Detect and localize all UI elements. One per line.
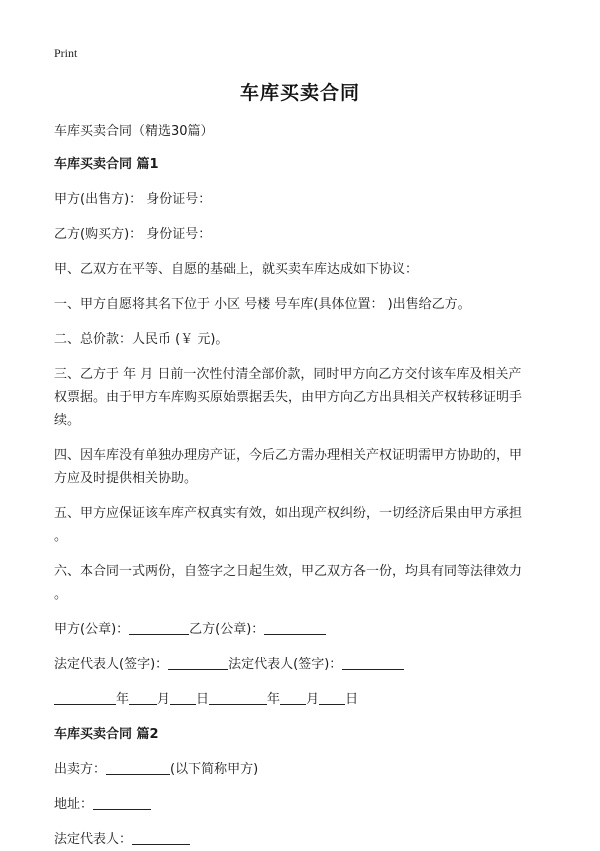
date-b-day-blank[interactable] <box>319 689 345 705</box>
clause-6-line-1: 六、本合同一式两份，自签字之日起生效，甲乙双方各一份，均具有同等法律效力 <box>54 564 523 579</box>
party-b-seal-blank[interactable] <box>264 619 326 635</box>
date-a-year-blank[interactable] <box>54 689 116 705</box>
address-label: 地址： <box>54 797 94 812</box>
clause-3-line-3: 续。 <box>54 413 81 428</box>
party-a-seal-label: 甲方(公章)： <box>54 622 130 637</box>
date-line <box>54 688 554 711</box>
section-2-rep-line <box>54 828 554 851</box>
rep-a-blank[interactable] <box>168 654 228 670</box>
section-2-rep-blank[interactable] <box>132 829 190 845</box>
clause-1: 一、甲方自愿将其名下位于 小区 号楼 号车库(具体位置： )出售给乙方。 <box>54 297 471 312</box>
date-b-year: 年 <box>267 692 281 707</box>
party-b-seal-label: 乙方(公章)： <box>189 622 265 637</box>
clause-3-line-1: 三、乙方于 年 月 日前一次性付清全部价款，同时甲方向乙方交付该车库及相关产 <box>54 367 522 382</box>
date-b-month: 月 <box>306 692 320 707</box>
agreement-intro: 甲、乙双方在平等、自愿的基础上，就买卖车库达成如下协议： <box>54 262 419 277</box>
clause-5-line-1: 五、甲方应保证该车库产权真实有效，如出现产权纠纷，一切经济后果由甲方承担 <box>54 506 523 521</box>
date-b-day: 日 <box>345 692 359 707</box>
date-b-year-blank[interactable] <box>209 689 267 705</box>
representative-line <box>54 653 554 676</box>
document-subtitle: 车库买卖合同（精选30篇） <box>54 124 214 139</box>
address-line <box>54 793 554 816</box>
seller-line: 甲方(出售方)： 身份证号： <box>54 192 212 207</box>
date-a-day: 日 <box>196 692 210 707</box>
clause-3-line-2: 权票据。由于甲方车库购买原始票据丢失，由甲方向乙方出具相关产权转移证明手 <box>54 390 523 405</box>
date-a-month-blank[interactable] <box>129 689 157 705</box>
date-b-month-blank[interactable] <box>280 689 306 705</box>
party-a-seal-blank[interactable] <box>129 619 189 635</box>
address-blank[interactable] <box>93 794 151 810</box>
rep-a-label: 法定代表人(签字)： <box>54 657 169 672</box>
document-title: 车库买卖合同 <box>239 82 360 104</box>
section-1-heading: 车库买卖合同 篇1 <box>54 157 159 172</box>
rep-b-blank[interactable] <box>342 654 404 670</box>
seller-blank[interactable] <box>106 759 170 775</box>
section-2-seller-line <box>54 758 554 781</box>
rep-b-label: 法定代表人(签字)： <box>228 657 343 672</box>
seller-suffix: (以下简称甲方) <box>170 762 259 777</box>
clause-2: 二、总价款：人民币 (￥ 元)。 <box>54 332 229 347</box>
document-body <box>54 120 554 851</box>
date-a-year: 年 <box>116 692 130 707</box>
clause-6-line-2: 。 <box>54 587 68 602</box>
date-a-month: 月 <box>157 692 171 707</box>
seal-line <box>54 618 554 641</box>
seller-label: 出卖方： <box>54 762 107 777</box>
section-2-rep-label: 法定代表人： <box>54 832 133 847</box>
clause-4-line-1: 四、因车库没有单独办理房产证，今后乙方需办理相关产权证明需甲方协助的，甲 <box>54 448 523 463</box>
buyer-line: 乙方(购买方)： 身份证号： <box>54 227 212 242</box>
clause-5-line-2: 。 <box>54 529 68 544</box>
print-label[interactable]: Print <box>54 46 78 60</box>
clause-4-line-2: 方应及时提供相关协助。 <box>54 471 198 486</box>
section-2-heading: 车库买卖合同 篇2 <box>54 727 159 742</box>
date-a-day-blank[interactable] <box>170 689 196 705</box>
